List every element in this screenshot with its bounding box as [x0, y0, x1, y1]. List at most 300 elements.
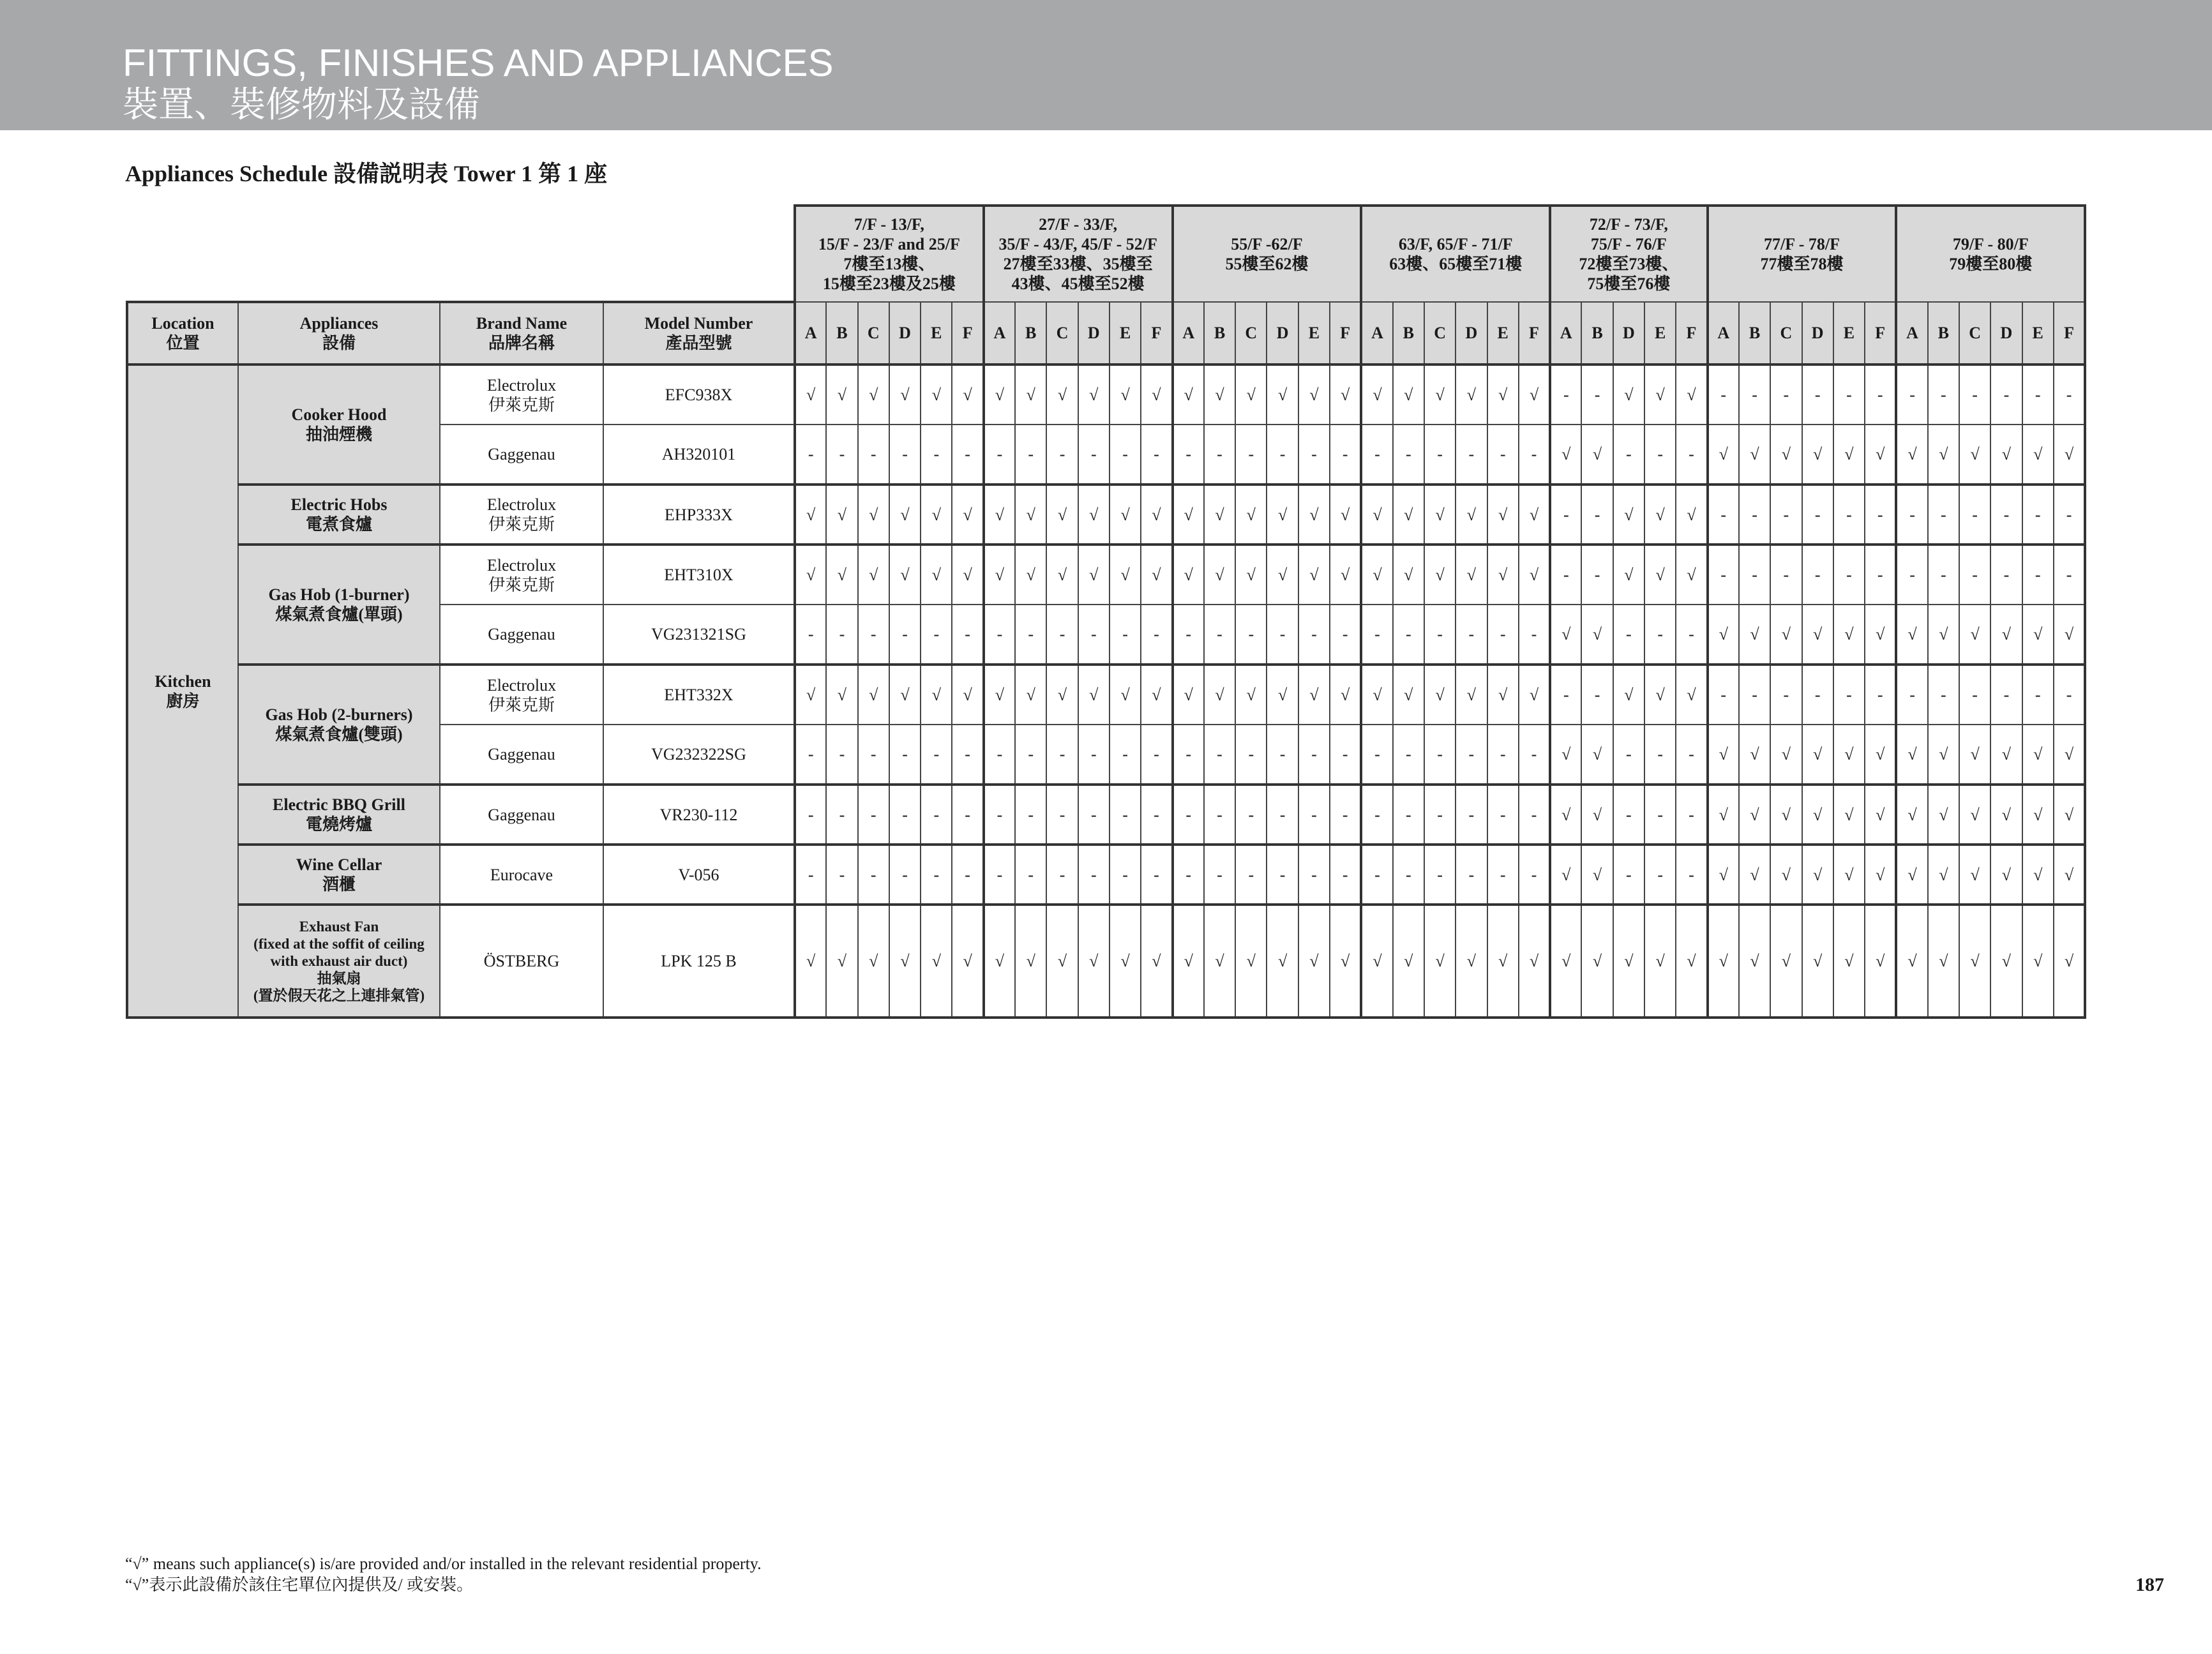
availability-mark: √	[1739, 425, 1770, 485]
availability-mark: -	[1519, 845, 1550, 905]
availability-mark: -	[1613, 425, 1644, 485]
unit-header: D	[889, 302, 921, 365]
availability-mark: √	[1456, 365, 1487, 425]
availability-mark: -	[1298, 425, 1330, 485]
availability-mark: √	[795, 545, 826, 605]
availability-mark: -	[1046, 845, 1078, 905]
availability-mark: √	[1204, 485, 1235, 545]
model-header: Model Number 產品型號	[603, 302, 795, 365]
availability-mark: -	[1173, 785, 1204, 845]
availability-mark: √	[1519, 485, 1550, 545]
availability-mark: -	[1550, 545, 1581, 605]
availability-mark: √	[1424, 365, 1456, 425]
availability-mark: -	[1330, 605, 1361, 665]
appliance-name-cell: Gas Hob (1-burner) 煤氣煮食爐(單頭)	[238, 545, 440, 665]
availability-mark: -	[1613, 605, 1644, 665]
availability-mark: √	[1676, 665, 1707, 725]
availability-mark: √	[1173, 485, 1204, 545]
availability-mark: √	[984, 485, 1015, 545]
model-cell: VR230-112	[603, 785, 795, 845]
availability-mark: √	[1676, 905, 1707, 1018]
availability-mark: √	[1361, 545, 1392, 605]
availability-mark: -	[1581, 545, 1613, 605]
column-header-row	[127, 302, 2085, 365]
unit-header: A	[1708, 302, 1739, 365]
availability-mark: √	[1550, 725, 1581, 785]
table-row	[127, 485, 2085, 545]
availability-mark: -	[1959, 665, 1990, 725]
availability-mark: √	[2022, 845, 2054, 905]
availability-mark: √	[1644, 545, 1676, 605]
availability-mark: √	[921, 365, 952, 425]
availability-mark: √	[1581, 425, 1613, 485]
model-cell: VG232322SG	[603, 725, 795, 785]
availability-mark: -	[1708, 485, 1739, 545]
availability-mark: -	[1487, 845, 1519, 905]
availability-mark: -	[1235, 425, 1267, 485]
availability-mark: √	[1173, 665, 1204, 725]
brand-cell: Electrolux 伊萊克斯	[440, 365, 603, 425]
availability-mark: √	[1361, 905, 1392, 1018]
availability-mark: -	[1959, 485, 1990, 545]
availability-mark: -	[1990, 365, 2022, 425]
availability-mark: √	[2054, 905, 2085, 1018]
availability-mark: -	[1361, 425, 1392, 485]
availability-mark: √	[1173, 905, 1204, 1018]
availability-mark: √	[1833, 425, 1865, 485]
availability-mark: -	[795, 425, 826, 485]
availability-mark: -	[1833, 545, 1865, 605]
availability-mark: -	[1298, 605, 1330, 665]
availability-mark: √	[1708, 725, 1739, 785]
unit-header: C	[1046, 302, 1078, 365]
availability-mark: √	[984, 545, 1015, 605]
availability-mark: √	[1990, 785, 2022, 845]
availability-mark: √	[1770, 425, 1802, 485]
header-blank	[127, 206, 795, 302]
availability-mark: √	[1015, 905, 1046, 1018]
availability-mark: √	[1235, 485, 1267, 545]
availability-mark: -	[1330, 725, 1361, 785]
availability-mark: √	[1235, 665, 1267, 725]
availability-mark: √	[1865, 725, 1896, 785]
availability-mark: √	[921, 485, 952, 545]
availability-mark: √	[1990, 845, 2022, 905]
availability-mark: -	[826, 785, 857, 845]
availability-mark: √	[795, 905, 826, 1018]
availability-mark: √	[1046, 365, 1078, 425]
availability-mark: √	[1015, 365, 1046, 425]
availability-mark: √	[1928, 845, 1959, 905]
availability-mark: √	[1204, 665, 1235, 725]
floor-group-header: 72/F - 73/F, 75/F - 76/F 72樓至73樓、 75樓至76樓	[1550, 206, 1707, 302]
floor-group-header: 77/F - 78/F 77樓至78樓	[1708, 206, 1897, 302]
availability-mark: -	[1361, 785, 1392, 845]
availability-mark: -	[1865, 365, 1896, 425]
availability-mark: -	[1456, 725, 1487, 785]
unit-header: A	[984, 302, 1015, 365]
availability-mark: -	[1644, 845, 1676, 905]
availability-mark: √	[1298, 665, 1330, 725]
availability-mark: √	[1865, 425, 1896, 485]
availability-mark: √	[921, 545, 952, 605]
availability-mark: -	[1393, 785, 1424, 845]
availability-mark: -	[1990, 545, 2022, 605]
table-row	[127, 785, 2085, 845]
availability-mark: -	[1613, 785, 1644, 845]
availability-mark: √	[1141, 905, 1172, 1018]
table-row	[127, 845, 2085, 905]
availability-mark: √	[952, 365, 983, 425]
availability-mark: √	[1990, 425, 2022, 485]
availability-mark: √	[1267, 905, 1298, 1018]
availability-mark: √	[952, 545, 983, 605]
availability-mark: √	[1739, 605, 1770, 665]
availability-mark: √	[889, 485, 921, 545]
availability-mark: √	[1110, 665, 1141, 725]
availability-mark: √	[952, 905, 983, 1018]
availability-mark: √	[1802, 905, 1833, 1018]
availability-mark: √	[1739, 725, 1770, 785]
availability-mark: √	[1959, 425, 1990, 485]
appliances-header: Appliances 設備	[238, 302, 440, 365]
availability-mark: √	[1424, 905, 1456, 1018]
availability-mark: -	[1204, 845, 1235, 905]
unit-header: D	[1078, 302, 1110, 365]
availability-mark: -	[1928, 665, 1959, 725]
availability-mark: -	[1739, 485, 1770, 545]
availability-mark: √	[1456, 485, 1487, 545]
availability-mark: √	[1204, 905, 1235, 1018]
availability-mark: √	[1613, 665, 1644, 725]
unit-header: F	[1519, 302, 1550, 365]
floor-group-header-row	[127, 206, 2085, 302]
availability-mark: -	[1267, 605, 1298, 665]
availability-mark: -	[1519, 785, 1550, 845]
model-cell: EFC938X	[603, 365, 795, 425]
availability-mark: √	[1928, 725, 1959, 785]
availability-mark: -	[952, 605, 983, 665]
availability-mark: √	[1424, 485, 1456, 545]
unit-header: B	[1581, 302, 1613, 365]
brand-cell: Electrolux 伊萊克斯	[440, 485, 603, 545]
availability-mark: -	[1267, 785, 1298, 845]
availability-mark: -	[1708, 545, 1739, 605]
availability-mark: -	[1581, 665, 1613, 725]
availability-mark: √	[1613, 905, 1644, 1018]
availability-mark: √	[2022, 425, 2054, 485]
availability-mark: -	[1204, 725, 1235, 785]
availability-mark: -	[1833, 665, 1865, 725]
unit-header: D	[1613, 302, 1644, 365]
availability-mark: -	[921, 785, 952, 845]
availability-mark: √	[1676, 485, 1707, 545]
availability-mark: -	[1896, 485, 1927, 545]
availability-mark: √	[984, 365, 1015, 425]
availability-mark: -	[1078, 605, 1110, 665]
availability-mark: √	[1802, 845, 1833, 905]
availability-mark: -	[1393, 845, 1424, 905]
availability-mark: -	[1267, 725, 1298, 785]
availability-mark: √	[1078, 365, 1110, 425]
availability-mark: -	[1173, 605, 1204, 665]
availability-mark: √	[1267, 365, 1298, 425]
availability-mark: √	[984, 905, 1015, 1018]
availability-mark: √	[1298, 485, 1330, 545]
availability-mark: -	[826, 425, 857, 485]
availability-mark: √	[952, 665, 983, 725]
availability-mark: -	[826, 845, 857, 905]
availability-mark: √	[1644, 665, 1676, 725]
appliance-name-cell: Wine Cellar 酒櫃	[238, 845, 440, 905]
availability-mark: √	[952, 485, 983, 545]
unit-header: B	[1739, 302, 1770, 365]
unit-header: C	[858, 302, 889, 365]
availability-mark: √	[1519, 665, 1550, 725]
availability-mark: -	[795, 785, 826, 845]
unit-header: D	[1456, 302, 1487, 365]
availability-mark: √	[1550, 845, 1581, 905]
availability-mark: √	[1424, 545, 1456, 605]
availability-mark: -	[889, 845, 921, 905]
availability-mark: -	[1235, 785, 1267, 845]
availability-mark: √	[1487, 365, 1519, 425]
model-cell: EHT310X	[603, 545, 795, 605]
appliance-name-cell: Gas Hob (2-burners) 煤氣煮食爐(雙頭)	[238, 665, 440, 785]
availability-mark: √	[1361, 485, 1392, 545]
availability-mark: -	[952, 425, 983, 485]
availability-mark: -	[1330, 425, 1361, 485]
availability-mark: -	[1770, 665, 1802, 725]
availability-mark: √	[858, 545, 889, 605]
appliance-name-cell: Electric Hobs 電煮食爐	[238, 485, 440, 545]
availability-mark: -	[858, 785, 889, 845]
unit-header: D	[1802, 302, 1833, 365]
availability-mark: √	[1928, 785, 1959, 845]
availability-mark: -	[795, 845, 826, 905]
availability-mark: √	[1928, 425, 1959, 485]
availability-mark: -	[2022, 485, 2054, 545]
availability-mark: -	[1173, 725, 1204, 785]
availability-mark: -	[1015, 605, 1046, 665]
availability-mark: √	[1833, 725, 1865, 785]
brand-cell: Gaggenau	[440, 785, 603, 845]
availability-mark: -	[1204, 785, 1235, 845]
availability-mark: -	[1267, 845, 1298, 905]
availability-mark: -	[1708, 365, 1739, 425]
availability-mark: -	[1046, 785, 1078, 845]
availability-mark: √	[1644, 485, 1676, 545]
availability-mark: -	[2022, 665, 2054, 725]
availability-mark: -	[1739, 365, 1770, 425]
availability-mark: -	[1235, 725, 1267, 785]
availability-mark: √	[1770, 725, 1802, 785]
model-cell: AH320101	[603, 425, 795, 485]
unit-header: F	[1676, 302, 1707, 365]
banner-title-zh: 裝置、裝修物料及設備	[123, 84, 480, 126]
unit-header: F	[952, 302, 983, 365]
availability-mark: -	[984, 785, 1015, 845]
header-banner	[0, 0, 2212, 130]
availability-mark: -	[1393, 605, 1424, 665]
availability-mark: -	[1424, 425, 1456, 485]
availability-mark: -	[1235, 605, 1267, 665]
availability-mark: -	[1833, 485, 1865, 545]
unit-header: C	[1770, 302, 1802, 365]
availability-mark: √	[795, 485, 826, 545]
availability-mark: √	[1739, 845, 1770, 905]
availability-mark: √	[1141, 545, 1172, 605]
availability-mark: -	[1959, 365, 1990, 425]
availability-mark: -	[1833, 365, 1865, 425]
unit-header: E	[2022, 302, 2054, 365]
availability-mark: √	[858, 665, 889, 725]
availability-mark: -	[1141, 785, 1172, 845]
availability-mark: √	[826, 485, 857, 545]
availability-mark: √	[1487, 545, 1519, 605]
availability-mark: √	[1865, 605, 1896, 665]
availability-mark: -	[1204, 605, 1235, 665]
availability-mark: -	[1204, 425, 1235, 485]
availability-mark: √	[1393, 545, 1424, 605]
availability-mark: √	[1456, 665, 1487, 725]
availability-mark: -	[1581, 485, 1613, 545]
availability-mark: -	[1739, 545, 1770, 605]
availability-mark: -	[826, 605, 857, 665]
unit-header: D	[1267, 302, 1298, 365]
availability-mark: √	[1330, 665, 1361, 725]
availability-mark: √	[1896, 425, 1927, 485]
availability-mark: -	[1550, 665, 1581, 725]
availability-mark: √	[1550, 785, 1581, 845]
availability-mark: √	[1487, 905, 1519, 1018]
availability-mark: √	[1361, 665, 1392, 725]
availability-mark: √	[1708, 605, 1739, 665]
availability-mark: -	[1676, 605, 1707, 665]
availability-mark: -	[889, 605, 921, 665]
availability-mark: √	[1708, 905, 1739, 1018]
brand-cell: Eurocave	[440, 845, 603, 905]
availability-mark: √	[921, 665, 952, 725]
availability-mark: -	[1676, 845, 1707, 905]
availability-mark: √	[795, 365, 826, 425]
availability-mark: √	[1990, 605, 2022, 665]
brand-cell: Gaggenau	[440, 425, 603, 485]
availability-mark: √	[1078, 665, 1110, 725]
availability-mark: -	[1078, 785, 1110, 845]
availability-mark: √	[1896, 605, 1927, 665]
availability-mark: -	[952, 785, 983, 845]
availability-mark: -	[1078, 845, 1110, 905]
availability-mark: -	[1078, 425, 1110, 485]
availability-mark: -	[795, 605, 826, 665]
availability-mark: √	[2054, 785, 2085, 845]
availability-mark: √	[1173, 545, 1204, 605]
appliance-name-cell: Cooker Hood 抽油煙機	[238, 365, 440, 485]
unit-header: A	[1361, 302, 1392, 365]
availability-mark: √	[1330, 365, 1361, 425]
availability-mark: -	[1110, 425, 1141, 485]
availability-mark: √	[1770, 845, 1802, 905]
availability-mark: √	[984, 665, 1015, 725]
unit-header: B	[1393, 302, 1424, 365]
availability-mark: -	[921, 425, 952, 485]
availability-mark: -	[1519, 605, 1550, 665]
availability-mark: √	[1141, 665, 1172, 725]
availability-mark: √	[1173, 365, 1204, 425]
availability-mark: √	[858, 485, 889, 545]
availability-mark: √	[1739, 905, 1770, 1018]
availability-mark: √	[1959, 605, 1990, 665]
unit-header: A	[1173, 302, 1204, 365]
availability-mark: -	[858, 605, 889, 665]
availability-mark: -	[2054, 485, 2085, 545]
availability-mark: -	[1644, 725, 1676, 785]
availability-mark: √	[1487, 485, 1519, 545]
availability-mark: √	[2022, 905, 2054, 1018]
availability-mark: -	[1141, 425, 1172, 485]
availability-mark: -	[984, 725, 1015, 785]
availability-mark: -	[952, 845, 983, 905]
availability-mark: √	[1141, 485, 1172, 545]
availability-mark: -	[1928, 485, 1959, 545]
location-cell: Kitchen 廚房	[127, 365, 238, 1018]
availability-mark: -	[858, 845, 889, 905]
availability-mark: √	[2054, 725, 2085, 785]
availability-mark: -	[984, 425, 1015, 485]
unit-header: E	[1833, 302, 1865, 365]
availability-mark: √	[1896, 785, 1927, 845]
availability-mark: -	[1739, 665, 1770, 725]
availability-mark: -	[1708, 665, 1739, 725]
availability-mark: -	[1393, 425, 1424, 485]
availability-mark: -	[1770, 545, 1802, 605]
availability-mark: √	[1393, 905, 1424, 1018]
model-cell: EHT332X	[603, 665, 795, 725]
availability-mark: √	[1833, 785, 1865, 845]
floor-group-header: 7/F - 13/F, 15/F - 23/F and 25/F 7樓至13樓、 15樓至23樓及25樓	[795, 206, 984, 302]
availability-mark: √	[1015, 545, 1046, 605]
availability-mark: √	[1487, 665, 1519, 725]
availability-mark: -	[1990, 485, 2022, 545]
availability-mark: -	[1487, 725, 1519, 785]
unit-header: C	[1424, 302, 1456, 365]
unit-header: E	[1298, 302, 1330, 365]
availability-mark: √	[826, 365, 857, 425]
appliances-schedule-table	[126, 204, 2086, 1019]
availability-mark: √	[1865, 905, 1896, 1018]
availability-mark: -	[1676, 425, 1707, 485]
unit-header: C	[1959, 302, 1990, 365]
availability-mark: -	[1865, 665, 1896, 725]
availability-mark: √	[1770, 905, 1802, 1018]
availability-mark: √	[1581, 785, 1613, 845]
availability-mark: √	[2054, 605, 2085, 665]
availability-mark: √	[1708, 785, 1739, 845]
table-row	[127, 365, 2085, 425]
availability-mark: √	[2022, 785, 2054, 845]
availability-mark: √	[1613, 485, 1644, 545]
footnote-line-en: “√” means such appliance(s) is/are provided and/or installed in the relevant residential property.	[125, 1554, 762, 1573]
availability-mark: -	[1644, 425, 1676, 485]
location-header: Location 位置	[127, 302, 238, 365]
availability-mark: √	[1267, 485, 1298, 545]
availability-mark: -	[889, 425, 921, 485]
availability-mark: -	[1644, 605, 1676, 665]
availability-mark: √	[1708, 845, 1739, 905]
unit-header: F	[1141, 302, 1172, 365]
availability-mark: √	[858, 905, 889, 1018]
